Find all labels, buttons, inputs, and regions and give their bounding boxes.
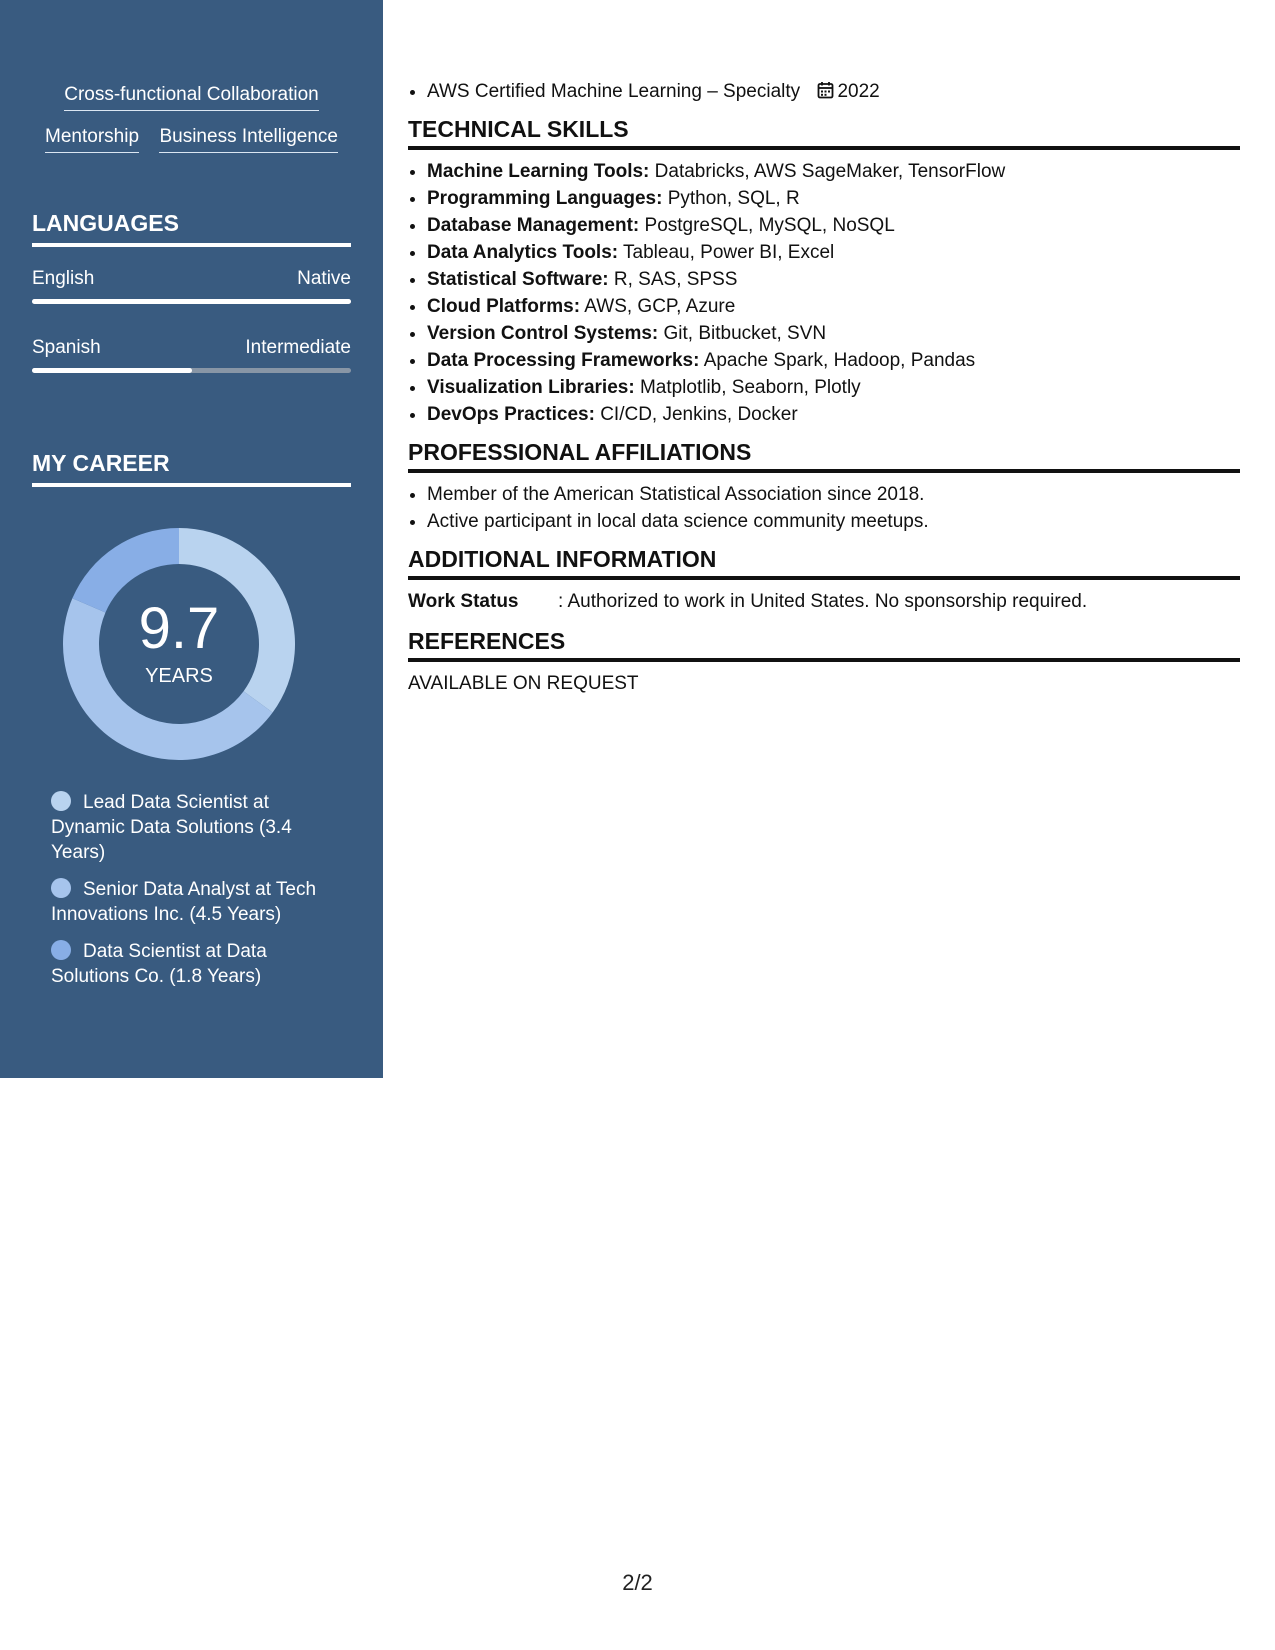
language-row bbox=[32, 337, 351, 359]
page-number: 2/2 bbox=[622, 1570, 653, 1595]
skill-label: Cloud Platforms: bbox=[427, 296, 581, 317]
tag-row bbox=[0, 84, 383, 111]
skill-label: Data Processing Frameworks: bbox=[427, 350, 700, 371]
skill-item bbox=[427, 158, 1240, 185]
skill-item bbox=[427, 347, 1240, 374]
career-item bbox=[51, 877, 326, 927]
career-legend bbox=[51, 790, 326, 1001]
skill-tag: Cross-functional Collaboration bbox=[64, 84, 319, 111]
language-name: English bbox=[32, 268, 95, 289]
work-status-value: : Authorized to work in United States. No sponsorship required. bbox=[558, 591, 1088, 612]
skill-item bbox=[427, 374, 1240, 401]
calendar-icon bbox=[817, 81, 834, 99]
skill-label: DevOps Practices: bbox=[427, 404, 595, 425]
tag-row bbox=[0, 126, 383, 153]
language-bar-fill bbox=[32, 368, 192, 373]
main-content bbox=[408, 78, 1240, 697]
language-bar-fill bbox=[32, 299, 351, 304]
career-item bbox=[51, 939, 326, 989]
affiliations-list bbox=[408, 481, 1240, 535]
career-total-years: 9.7 bbox=[138, 596, 220, 661]
certification-item bbox=[427, 78, 1240, 105]
language-bar bbox=[32, 368, 351, 373]
technical-skills-title: TECHNICAL SKILLS bbox=[408, 115, 1240, 150]
skill-value: CI/CD, Jenkins, Docker bbox=[600, 404, 798, 425]
skill-item bbox=[427, 185, 1240, 212]
skill-label: Version Control Systems: bbox=[427, 323, 659, 344]
skill-item bbox=[427, 320, 1240, 347]
skill-label: Statistical Software: bbox=[427, 269, 609, 290]
skill-label: Data Analytics Tools: bbox=[427, 242, 619, 263]
career-heading: MY CAREER bbox=[32, 450, 351, 487]
work-status-label: Work Status bbox=[408, 591, 519, 612]
references-value: AVAILABLE ON REQUEST bbox=[408, 673, 639, 694]
skill-label: Programming Languages: bbox=[427, 188, 663, 209]
skill-value: R, SAS, SPSS bbox=[613, 269, 738, 290]
skill-item bbox=[427, 401, 1240, 428]
sidebar bbox=[0, 0, 383, 1078]
languages-heading: LANGUAGES bbox=[32, 210, 351, 247]
additional-info-title: ADDITIONAL INFORMATION bbox=[408, 545, 1240, 580]
legend-dot-icon bbox=[51, 940, 71, 960]
certification-name: AWS Certified Machine Learning – Specialty bbox=[427, 81, 801, 102]
career-text: Data Scientist at Data Solutions Co. (1.8 Years) bbox=[51, 941, 267, 987]
skill-value: Git, Bitbucket, SVN bbox=[663, 323, 827, 344]
skill-item bbox=[427, 266, 1240, 293]
skill-value: Databricks, AWS SageMaker, TensorFlow bbox=[654, 161, 1006, 182]
skill-tag: Business Intelligence bbox=[159, 126, 338, 153]
affiliation-item: • Active participant in local data science community meetups. bbox=[427, 508, 1240, 535]
legend-dot-icon bbox=[51, 878, 71, 898]
skill-tags bbox=[0, 84, 383, 168]
skill-item bbox=[427, 212, 1240, 239]
skill-value: AWS, GCP, Azure bbox=[584, 296, 736, 317]
language-row bbox=[32, 268, 351, 290]
career-years-label: YEARS bbox=[145, 665, 213, 687]
skill-label: Visualization Libraries: bbox=[427, 377, 635, 398]
career-text: Lead Data Scientist at Dynamic Data Solutions (3.4 Years) bbox=[51, 792, 292, 863]
affiliation-item: • Member of the American Statistical Association since 2018. bbox=[427, 481, 1240, 508]
affiliations-title: PROFESSIONAL AFFILIATIONS bbox=[408, 438, 1240, 473]
skill-item bbox=[427, 239, 1240, 266]
skill-value: Tableau, Power BI, Excel bbox=[623, 242, 835, 263]
skill-value: Apache Spark, Hadoop, Pandas bbox=[703, 350, 976, 371]
language-level: Intermediate bbox=[245, 337, 351, 358]
skill-value: Python, SQL, R bbox=[667, 188, 800, 209]
skill-label: Machine Learning Tools: bbox=[427, 161, 650, 182]
language-bar bbox=[32, 299, 351, 304]
legend-dot-icon bbox=[51, 791, 71, 811]
skill-value: PostgreSQL, MySQL, NoSQL bbox=[644, 215, 895, 236]
skill-item bbox=[427, 293, 1240, 320]
skill-value: Matplotlib, Seaborn, Plotly bbox=[639, 377, 861, 398]
certification-year: 2022 bbox=[837, 81, 880, 102]
work-status-row bbox=[408, 588, 1240, 615]
skill-label: Database Management: bbox=[427, 215, 640, 236]
certification-list bbox=[408, 78, 1240, 105]
skill-tag: Mentorship bbox=[45, 126, 139, 153]
technical-skills-list bbox=[408, 158, 1240, 428]
career-item bbox=[51, 790, 326, 865]
language-name: Spanish bbox=[32, 337, 101, 358]
language-level: Native bbox=[297, 268, 351, 289]
career-text: Senior Data Analyst at Tech Innovations Inc. (4.5 Years) bbox=[51, 879, 317, 925]
references-title: REFERENCES bbox=[408, 627, 1240, 662]
